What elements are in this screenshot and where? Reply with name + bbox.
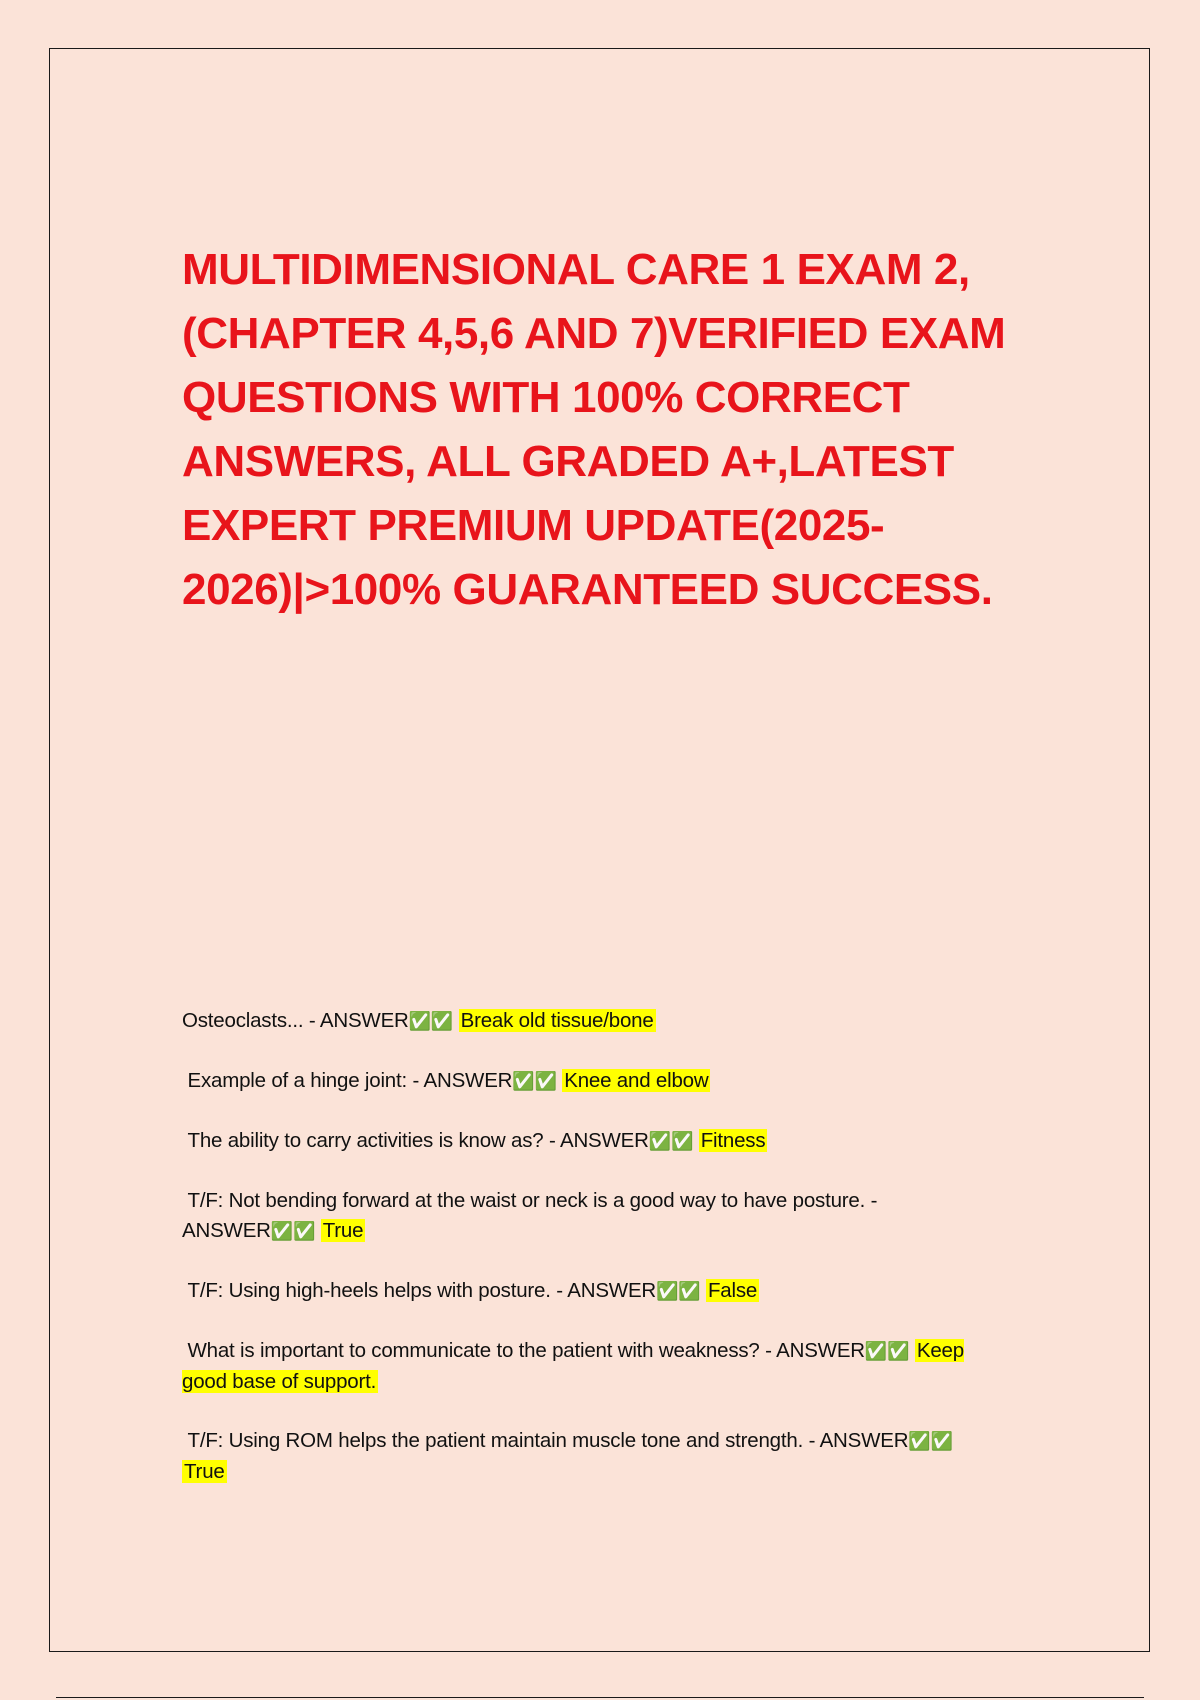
double-check-icon: ✅✅ xyxy=(648,1131,694,1152)
qa-item-4 xyxy=(182,1186,1002,1247)
question-text: The ability to carry activities is know as? xyxy=(182,1129,549,1152)
answer-text: True xyxy=(184,1460,225,1483)
answer-text: Fitness xyxy=(700,1129,766,1152)
answer-marker: - ANSWER xyxy=(556,1279,657,1302)
question-text: Osteoclasts... xyxy=(182,1009,309,1032)
qa-item-1 xyxy=(182,1006,1002,1037)
double-check-icon: ✅✅ xyxy=(408,1011,454,1032)
qa-item-7 xyxy=(182,1426,1002,1487)
double-check-icon: ✅✅ xyxy=(656,1281,701,1302)
answer-marker: - ANSWER xyxy=(182,1189,878,1242)
answer-marker: - ANSWER xyxy=(808,1429,909,1452)
answer-text: Keep good base of support. xyxy=(182,1339,964,1393)
answer-text: Knee and elbow xyxy=(564,1069,709,1092)
answer-text: False xyxy=(707,1279,758,1302)
qa-item-2 xyxy=(182,1066,1002,1097)
qa-item-5 xyxy=(182,1276,1002,1307)
double-check-icon: ✅✅ xyxy=(908,1431,953,1452)
qa-list xyxy=(182,1006,1002,1516)
answer-marker: - ANSWER xyxy=(308,1009,409,1032)
double-check-icon: ✅✅ xyxy=(864,1341,910,1362)
answer-text: True xyxy=(322,1219,364,1242)
qa-item-6 xyxy=(182,1336,1002,1397)
answer-marker: - ANSWER xyxy=(548,1129,649,1152)
answer-marker: - ANSWER xyxy=(412,1069,513,1092)
double-check-icon: ✅✅ xyxy=(270,1221,316,1242)
answer-text: Break old tissue/bone xyxy=(460,1009,654,1032)
answer-marker: - ANSWER xyxy=(765,1339,865,1362)
double-check-icon: ✅✅ xyxy=(512,1071,557,1092)
qa-item-3 xyxy=(182,1126,1002,1157)
document-title: MULTIDIMENSIONAL CARE 1 EXAM 2, (CHAPTER 4,5,6 AND 7)VERIFIED EXAM QUESTIONS WITH 100% CORRECT ANSWERS, ALL GRADED A+,LATEST EXPERT PREMIUM UPDATE(2025-2026)|>100% GUARANTEED SUCCESS. xyxy=(182,245,1006,614)
question-text: What is important to communicate to the patient with weakness? xyxy=(182,1339,766,1362)
next-page-border-edge xyxy=(56,1697,1144,1698)
question-text: T/F: Using high-heels helps with posture. xyxy=(182,1279,557,1302)
question-text: T/F: Using ROM helps the patient maintain muscle tone and strength. xyxy=(182,1429,809,1452)
question-text: T/F: Not bending forward at the waist or neck is a good way to have posture. xyxy=(182,1189,871,1212)
question-text: Example of a hinge joint: xyxy=(182,1069,413,1092)
